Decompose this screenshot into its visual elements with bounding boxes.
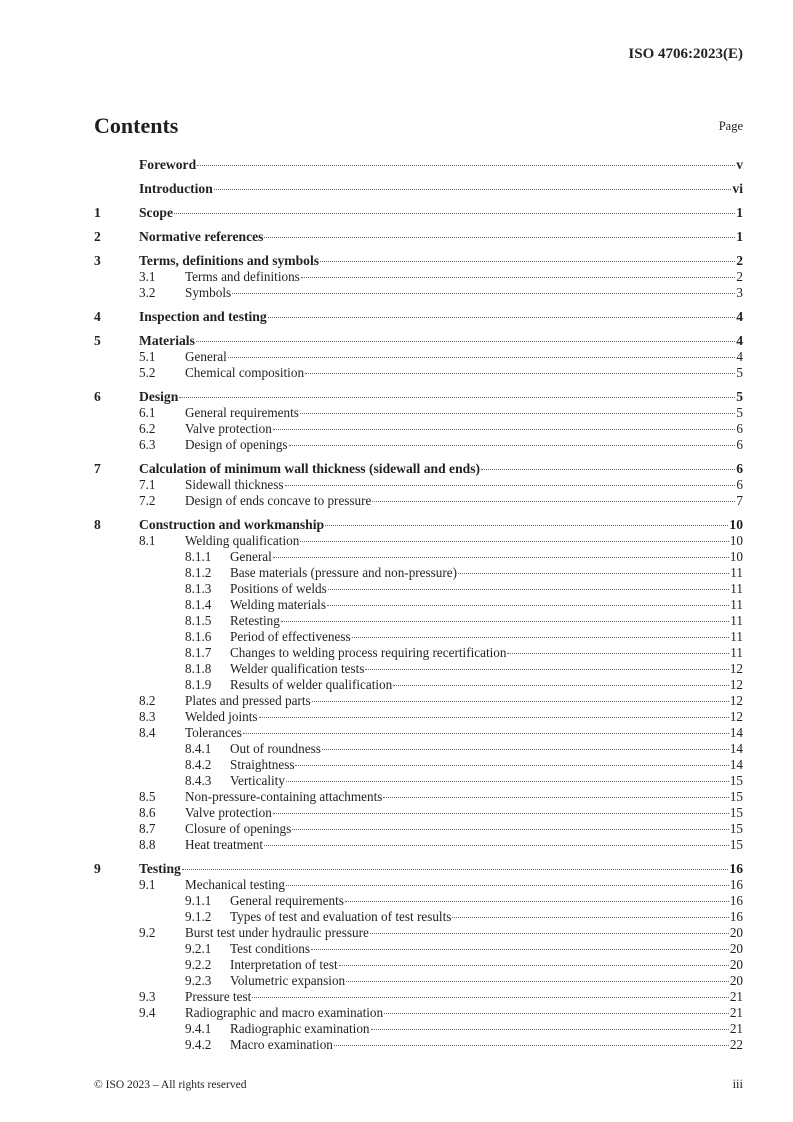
dot-leader: [334, 1045, 729, 1046]
dot-leader: [372, 501, 735, 502]
toc-entry-title: Introduction: [139, 181, 213, 196]
dot-leader: [179, 397, 735, 398]
toc-entry[interactable]: [94, 365, 743, 381]
toc-entry-title: General requirements: [185, 405, 299, 420]
toc-entry-page: 12: [729, 677, 743, 692]
toc-entry[interactable]: [94, 349, 743, 365]
toc-entry-number: 2: [94, 229, 101, 244]
toc-entry-page: 15: [729, 805, 743, 820]
toc-entry-page: vi: [732, 181, 743, 196]
toc-entry-title: Symbols: [185, 285, 232, 300]
page-number: iii: [732, 1077, 743, 1091]
dot-leader: [264, 237, 735, 238]
toc-entry-number: 3.2: [139, 285, 156, 300]
toc-entry-title: Base materials (pressure and non-pressure): [230, 565, 458, 580]
dot-leader: [325, 525, 728, 526]
toc-entry-page: 11: [730, 597, 743, 612]
toc-entry[interactable]: [94, 757, 743, 773]
toc-entry-page: 20: [729, 925, 743, 940]
toc-entry-number: 6: [94, 389, 101, 404]
toc-entry-page: 21: [729, 1005, 743, 1020]
dot-leader: [259, 717, 729, 718]
page-column-label: Page: [718, 119, 743, 133]
dot-leader: [301, 277, 736, 278]
dot-leader: [365, 669, 728, 670]
toc-entry-title: Chemical composition: [185, 365, 305, 380]
toc-entry-number: 8.7: [139, 821, 156, 836]
toc-entry[interactable]: [94, 405, 743, 421]
toc-entry-number: 8.8: [139, 837, 156, 852]
toc-entry[interactable]: [94, 989, 743, 1005]
toc-entry-page: 2: [736, 253, 743, 268]
toc-entry-title: Design of openings: [185, 437, 288, 452]
toc-entry-page: 10: [729, 517, 743, 532]
toc-entry[interactable]: [94, 693, 743, 709]
toc-entry-page: 14: [729, 725, 743, 740]
toc-entry-number: 8.4.1: [185, 741, 212, 756]
dot-leader: [295, 765, 728, 766]
dot-leader: [285, 485, 736, 486]
toc-entry-title: Normative references: [139, 229, 264, 244]
toc-entry-page: 11: [730, 581, 743, 596]
toc-entry-page: 4: [736, 309, 743, 324]
toc-entry-title: Construction and workmanship: [139, 517, 325, 532]
dot-leader: [327, 605, 729, 606]
toc-entry[interactable]: [94, 229, 743, 245]
toc-entry-title: Testing: [139, 861, 181, 876]
dot-leader: [196, 341, 735, 342]
toc-entry-number: 8.1.1: [185, 549, 212, 564]
toc-entry-number: 8.5: [139, 789, 156, 804]
toc-entry-page: 15: [729, 837, 743, 852]
toc-entry-title: Terms and definitions: [185, 269, 300, 284]
toc-entry[interactable]: [94, 645, 743, 661]
toc-entry-title: Calculation of minimum wall thickness (sidewall and ends): [139, 461, 481, 476]
toc-entry[interactable]: [94, 549, 743, 565]
dot-leader: [174, 213, 735, 214]
dot-leader: [286, 781, 729, 782]
toc-entry-title: General: [185, 349, 227, 364]
toc-entry[interactable]: [94, 877, 743, 893]
toc-entry[interactable]: [94, 565, 743, 581]
dot-leader: [393, 685, 729, 686]
toc-entry[interactable]: [94, 741, 743, 757]
toc-entry-number: 8.4.2: [185, 757, 212, 772]
toc-entry-page: 21: [729, 1021, 743, 1036]
toc-entry-number: 8.1.6: [185, 629, 212, 644]
toc-entry-title: Out of roundness: [230, 741, 321, 756]
dot-leader: [264, 845, 729, 846]
toc-entry-page: 12: [729, 709, 743, 724]
toc-entry-title: Sidewall thickness: [185, 477, 284, 492]
dot-leader: [197, 165, 735, 166]
dot-leader: [452, 917, 728, 918]
toc-entry-number: 8.2: [139, 693, 156, 708]
dot-leader: [320, 261, 735, 262]
toc-entry-number: 9.2.2: [185, 957, 212, 972]
toc-entry-title: Volumetric expansion: [230, 973, 346, 988]
toc-entry-title: Non-pressure-containing attachments: [185, 789, 383, 804]
toc-entry-number: 9.4.1: [185, 1021, 212, 1036]
toc-entry-number: 5: [94, 333, 101, 348]
dot-leader: [182, 869, 729, 870]
toc-entry-page: 15: [729, 789, 743, 804]
toc-entry-title: Welding materials: [230, 597, 326, 612]
toc-entry[interactable]: [94, 389, 743, 405]
toc-entry-page: 1: [736, 205, 743, 220]
dot-leader: [328, 589, 730, 590]
dot-leader: [289, 445, 736, 446]
dot-leader: [311, 949, 729, 950]
toc-entry-page: 11: [730, 565, 743, 580]
table-of-contents: [94, 157, 743, 1053]
copyright-notice: © ISO 2023 – All rights reserved: [94, 1079, 247, 1091]
toc-entry[interactable]: [94, 1021, 743, 1037]
toc-entry-page: 15: [729, 773, 743, 788]
toc-entry-page: 15: [729, 821, 743, 836]
toc-entry-number: 8.1.5: [185, 613, 212, 628]
toc-entry-page: 6: [736, 461, 743, 476]
dot-leader: [273, 557, 729, 558]
toc-entry-title: Materials: [139, 333, 195, 348]
toc-entry[interactable]: [94, 941, 743, 957]
toc-entry-page: 14: [729, 741, 743, 756]
toc-entry[interactable]: [94, 309, 743, 325]
toc-entry-title: Period of effectiveness: [230, 629, 351, 644]
toc-entry-title: Retesting: [230, 613, 280, 628]
toc-entry-number: 9.1.1: [185, 893, 212, 908]
toc-entry-number: 9.4.2: [185, 1037, 212, 1052]
toc-entry-title: Inspection and testing: [139, 309, 267, 324]
toc-entry[interactable]: [94, 973, 743, 989]
toc-entry-page: 4: [736, 333, 743, 348]
document-id: ISO 4706:2023(E): [628, 46, 743, 62]
toc-entry[interactable]: [94, 893, 743, 909]
toc-entry-number: 8.6: [139, 805, 156, 820]
toc-entry-number: 9.1: [139, 877, 156, 892]
dot-leader: [300, 541, 729, 542]
toc-entry-number: 7.2: [139, 493, 156, 508]
toc-entry-page: 6: [736, 421, 743, 436]
toc-entry-page: 7: [736, 493, 743, 508]
toc-entry-title: Radiographic examination: [230, 1021, 370, 1036]
dot-leader: [339, 965, 729, 966]
toc-entry-number: 9.4: [139, 1005, 156, 1020]
toc-entry-title: Heat treatment: [185, 837, 263, 852]
dot-leader: [214, 189, 732, 190]
toc-entry-page: 21: [729, 989, 743, 1004]
toc-entry-title: Tolerances: [185, 725, 242, 740]
toc-entry-page: 20: [729, 941, 743, 956]
toc-entry-number: 1: [94, 205, 101, 220]
toc-entry-page: 5: [736, 365, 743, 380]
toc-entry-number: 8: [94, 517, 101, 532]
toc-entry-page: 6: [736, 477, 743, 492]
toc-entry-number: 8.4.3: [185, 773, 212, 788]
toc-entry[interactable]: [94, 709, 743, 725]
dot-leader: [322, 749, 729, 750]
toc-entry[interactable]: [94, 285, 743, 301]
toc-entry-page: 11: [730, 613, 743, 628]
dot-leader: [352, 637, 730, 638]
toc-entry-number: 8.1.9: [185, 677, 212, 692]
dot-leader: [268, 317, 736, 318]
toc-entry-title: Verticality: [230, 773, 285, 788]
toc-entry-title: Burst test under hydraulic pressure: [185, 925, 369, 940]
toc-entry-title: Macro examination: [230, 1037, 333, 1052]
toc-entry[interactable]: [94, 437, 743, 453]
toc-entry[interactable]: [94, 181, 743, 197]
toc-entry-number: 6.3: [139, 437, 156, 452]
toc-entry-title: Positions of welds: [230, 581, 327, 596]
toc-entry-title: Types of test and evaluation of test results: [230, 909, 452, 924]
toc-entry-title: Design: [139, 389, 179, 404]
toc-entry-number: 8.1.3: [185, 581, 212, 596]
toc-entry[interactable]: [94, 533, 743, 549]
toc-entry-page: 16: [729, 877, 743, 892]
dot-leader: [346, 981, 729, 982]
toc-entry[interactable]: [94, 517, 743, 533]
dot-leader: [273, 813, 729, 814]
toc-entry-page: 4: [736, 349, 743, 364]
toc-entry-number: 8.1.4: [185, 597, 212, 612]
toc-entry-title: Valve protection: [185, 805, 272, 820]
toc-entry-title: Closure of openings: [185, 821, 292, 836]
toc-entry[interactable]: [94, 1005, 743, 1021]
toc-entry[interactable]: [94, 253, 743, 269]
toc-entry-page: 20: [729, 957, 743, 972]
toc-entry-page: 5: [736, 405, 743, 420]
toc-entry-number: 8.1: [139, 533, 156, 548]
dot-leader: [243, 733, 729, 734]
dot-leader: [312, 701, 729, 702]
toc-entry-number: 7.1: [139, 477, 156, 492]
toc-entry-title: Foreword: [139, 157, 197, 172]
toc-entry[interactable]: [94, 821, 743, 837]
toc-entry-page: v: [736, 157, 743, 172]
dot-leader: [281, 621, 729, 622]
toc-entry[interactable]: [94, 493, 743, 509]
toc-entry-page: 10: [729, 533, 743, 548]
toc-entry-number: 9: [94, 861, 101, 876]
dot-leader: [305, 373, 735, 374]
toc-entry-number: 6.2: [139, 421, 156, 436]
toc-entry-title: Plates and pressed parts: [185, 693, 311, 708]
toc-entry[interactable]: [94, 661, 743, 677]
toc-entry-title: Test conditions: [230, 941, 311, 956]
toc-entry-title: Design of ends concave to pressure: [185, 493, 372, 508]
toc-entry[interactable]: [94, 925, 743, 941]
dot-leader: [228, 357, 736, 358]
toc-entry-title: Interpretation of test: [230, 957, 338, 972]
dot-leader: [384, 1013, 729, 1014]
toc-entry-title: Straightness: [230, 757, 295, 772]
toc-entry[interactable]: [94, 157, 743, 173]
toc-entry-title: Terms, definitions and symbols: [139, 253, 320, 268]
toc-entry[interactable]: [94, 613, 743, 629]
toc-entry-number: 3: [94, 253, 101, 268]
toc-entry-title: Radiographic and macro examination: [185, 1005, 384, 1020]
toc-entry[interactable]: [94, 461, 743, 477]
toc-entry[interactable]: [94, 837, 743, 853]
toc-entry[interactable]: [94, 597, 743, 613]
toc-entry-page: 10: [729, 549, 743, 564]
toc-entry[interactable]: [94, 1037, 743, 1053]
toc-entry-page: 16: [729, 861, 743, 876]
toc-entry[interactable]: [94, 269, 743, 285]
toc-entry-number: 3.1: [139, 269, 156, 284]
dot-leader: [273, 429, 736, 430]
toc-entry[interactable]: [94, 677, 743, 693]
toc-entry-page: 16: [729, 909, 743, 924]
dot-leader: [371, 1029, 729, 1030]
toc-entry-number: 5.1: [139, 349, 156, 364]
toc-entry[interactable]: [94, 773, 743, 789]
toc-entry-title: Mechanical testing: [185, 877, 285, 892]
toc-entry-title: Changes to welding process requiring recertification: [230, 645, 507, 660]
toc-entry-page: 20: [729, 973, 743, 988]
toc-entry-number: 9.1.2: [185, 909, 212, 924]
toc-entry-number: 8.1.7: [185, 645, 212, 660]
toc-entry-page: 3: [736, 285, 743, 300]
dot-leader: [370, 933, 729, 934]
toc-entry-title: General requirements: [230, 893, 344, 908]
toc-entry-number: 8.1.2: [185, 565, 212, 580]
toc-entry-number: 9.3: [139, 989, 156, 1004]
toc-entry-title: Welder qualification tests: [230, 661, 365, 676]
toc-entry-title: Welding qualification: [185, 533, 300, 548]
dot-leader: [300, 413, 736, 414]
toc-entry[interactable]: [94, 957, 743, 973]
toc-entry[interactable]: [94, 861, 743, 877]
dot-leader: [383, 797, 728, 798]
toc-entry[interactable]: [94, 333, 743, 349]
toc-entry-number: 8.3: [139, 709, 156, 724]
toc-entry-title: General: [230, 549, 272, 564]
toc-entry-number: 8.4: [139, 725, 156, 740]
dot-leader: [286, 885, 729, 886]
toc-entry[interactable]: [94, 909, 743, 925]
toc-entry-title: Scope: [139, 205, 173, 220]
toc-entry-page: 12: [729, 661, 743, 676]
toc-entry-page: 2: [736, 269, 743, 284]
toc-entry-page: 16: [729, 893, 743, 908]
toc-entry-number: 4: [94, 309, 101, 324]
toc-entry-number: 9.2.1: [185, 941, 212, 956]
dot-leader: [252, 997, 729, 998]
toc-entry[interactable]: [94, 789, 743, 805]
toc-entry-number: 5.2: [139, 365, 156, 380]
toc-entry-title: Welded joints: [185, 709, 258, 724]
toc-entry-page: 5: [736, 389, 743, 404]
dot-leader: [345, 901, 729, 902]
toc-entry[interactable]: [94, 205, 743, 221]
toc-entry-number: 9.2.3: [185, 973, 212, 988]
toc-entry-title: Pressure test: [185, 989, 252, 1004]
toc-entry[interactable]: [94, 805, 743, 821]
toc-entry-number: 8.1.8: [185, 661, 212, 676]
dot-leader: [292, 829, 729, 830]
toc-entry[interactable]: [94, 581, 743, 597]
dot-leader: [507, 653, 729, 654]
toc-entry-title: Valve protection: [185, 421, 272, 436]
toc-entry-page: 1: [736, 229, 743, 244]
toc-entry-page: 6: [736, 437, 743, 452]
toc-entry-page: 12: [729, 693, 743, 708]
toc-entry[interactable]: [94, 629, 743, 645]
toc-entry-number: 7: [94, 461, 101, 476]
dot-leader: [458, 573, 729, 574]
toc-entry[interactable]: [94, 725, 743, 741]
toc-entry-title: Results of welder qualification: [230, 677, 393, 692]
dot-leader: [481, 469, 735, 470]
toc-entry-number: 6.1: [139, 405, 156, 420]
toc-entry[interactable]: [94, 421, 743, 437]
toc-entry-page: 14: [729, 757, 743, 772]
page-title: Contents: [94, 113, 179, 138]
toc-entry-number: 9.2: [139, 925, 156, 940]
toc-entry-page: 11: [730, 645, 743, 660]
toc-entry-page: 22: [729, 1037, 743, 1052]
toc-entry[interactable]: [94, 477, 743, 493]
toc-entry-page: 11: [730, 629, 743, 644]
dot-leader: [232, 293, 735, 294]
